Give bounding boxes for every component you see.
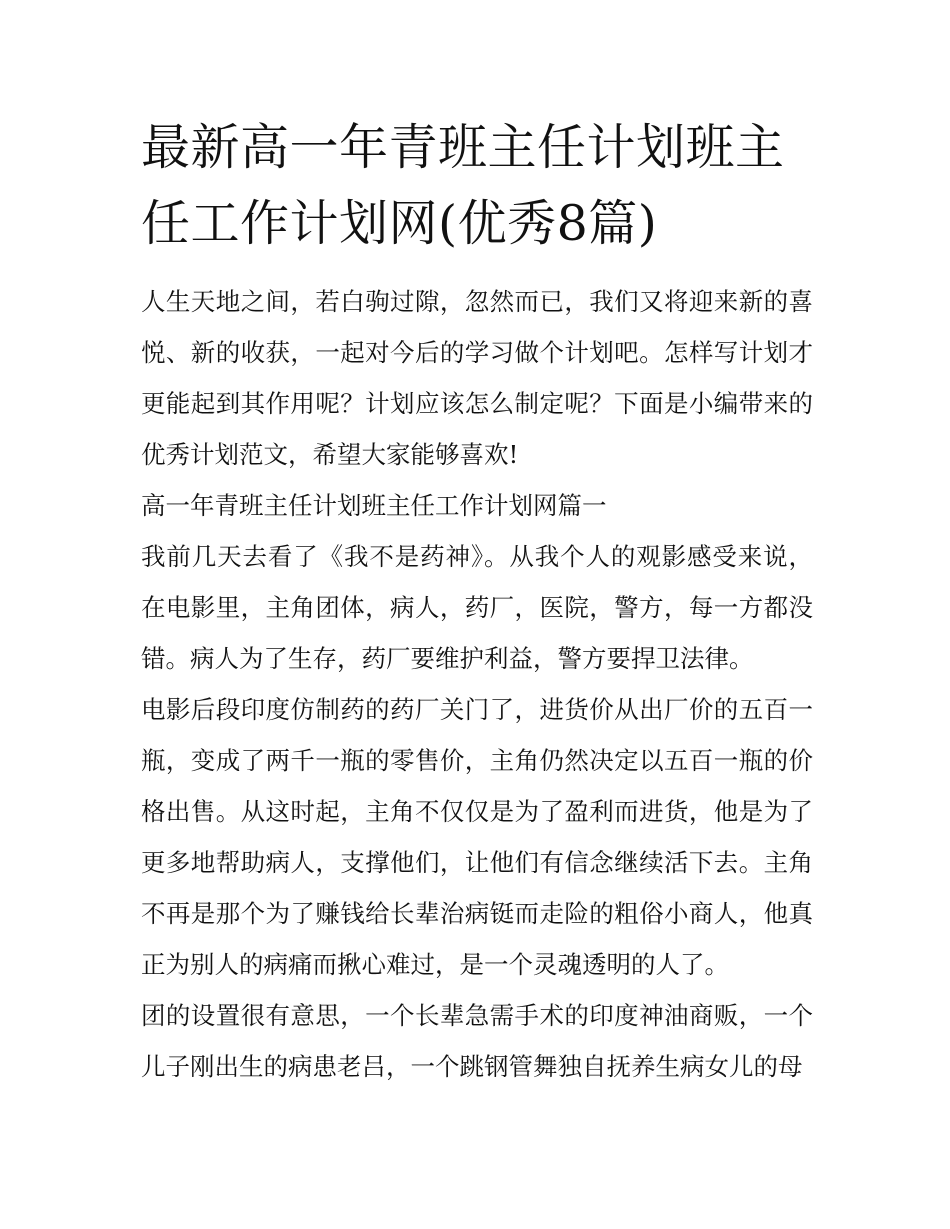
body-paragraph: 电影后段印度仿制药的药厂关门了，进货价从出厂价的五百一瓶，变成了两千一瓶的零售价，主角仍然决定以五百一瓶的价格出售。从这时起，主角不仅仅是为了盈利而进货，他是为了更多地帮助病人，支撑他们，让他们有信念继续活下去。主角不再是那个为了赚钱给长辈治病铤而走险的粗俗小商人，他真正为别人的病痛而揪心难过，是一个灵魂透明的人了。 [141,695,813,979]
document-page [141,110,813,1092]
body-paragraph: 团的设置很有意思，一个长辈急需手术的印度神油商贩，一个儿子刚出生的病患老吕，一个跳钢管舞独自抚养生病女儿的母 [141,1001,813,1081]
body-paragraph: 我前几天去看了《我不是药神》。从我个人的观影感受来说，在电影里，主角团体，病人，药厂，医院，警方，每一方都没错。病人为了生存，药厂要维护利益，警方要捍卫法律。 [141,542,813,673]
intro-paragraph: 人生天地之间，若白驹过隙，忽然而已，我们又将迎来新的喜悦、新的收获，一起对今后的学习做个计划吧。怎样写计划才更能起到其作用呢？计划应该怎么制定呢？下面是小编带来的优秀计划范文，希望大家能够喜欢! [141,287,813,469]
document-title: 最新高一年青班主任计划班主任工作计划网(优秀8篇) [141,119,785,252]
section-heading: 高一年青班主任计划班主任工作计划网篇一 [141,491,607,520]
document-body [141,276,813,1092]
